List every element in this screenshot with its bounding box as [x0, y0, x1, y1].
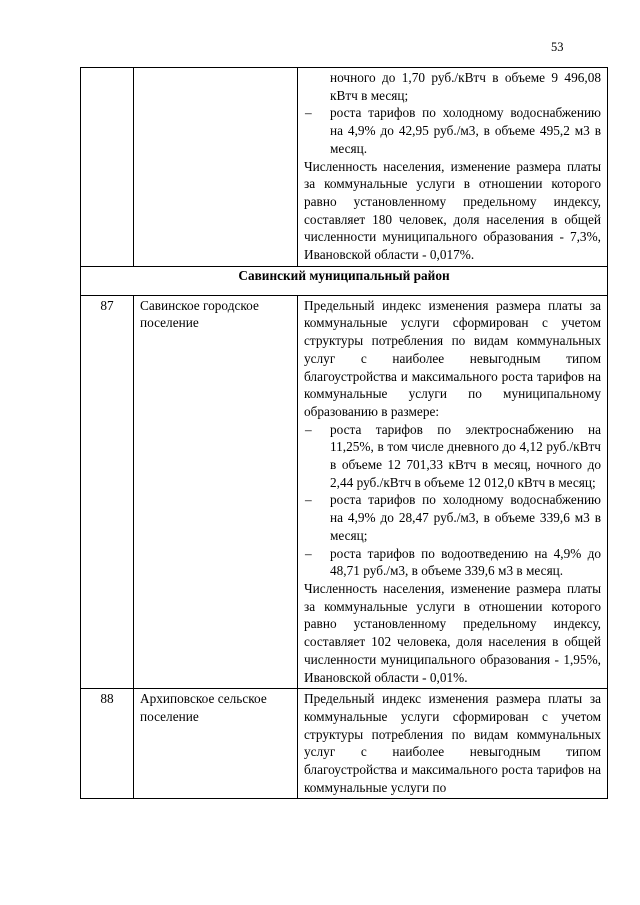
row-number: 88 [81, 689, 134, 799]
row-number: 87 [81, 295, 134, 688]
index-intro-text: Предельный индекс изменения размера платы за коммунальные услуги сформирован с учетом структуры потребления по видам коммунальных услуг с наиболее невыгодным типом благоустройства и максимального роста тарифов на коммунальные услуги по [304, 691, 601, 795]
population-text: Численность населения, изменение размера платы за коммунальные услуги в отношении которого равно установленному предельному индексу, составляет 102 человека, доля населения в общей численности муниципального образования - 1,95%, Ивановской области - 0,01%. [304, 580, 601, 685]
bullet-dash: – [305, 105, 312, 121]
content-cell [298, 295, 608, 688]
population-text: Численность населения, изменение размера платы за коммунальные услуги в отношении которого равно установленному предельному индексу, составляет 180 человек, доля населения в общей численности муниципального образования - 7,3%, Ивановской области - 0,017%. [304, 158, 601, 263]
bullet-dash: – [305, 421, 312, 437]
section-title: Савинский муниципальный район [81, 266, 608, 295]
continued-item-text: ночного до 1,70 руб./кВтч в объеме 9 496,08 кВтч в месяц; [330, 70, 601, 103]
bullet-item [304, 421, 601, 492]
bullet-text: роста тарифов по электроснабжению на 11,25%, в том числе дневного до 4,12 руб./кВтч в объеме 12 701,33 кВтч в месяц, ночного до 2,44 руб./кВтч в объеме 12 012,0 кВтч в месяц; [330, 421, 601, 490]
bullet-text: роста тарифов по водоотведению на 4,9% до 48,71 руб./м3, в объеме 339,6 м3 в месяц. [330, 545, 601, 579]
bullet-item [304, 545, 601, 580]
number-cell [81, 68, 134, 267]
content-cell [298, 689, 608, 799]
table-row [81, 295, 608, 688]
index-intro-text: Предельный индекс изменения размера платы за коммунальные услуги сформирован с учетом структуры потребления по видам коммунальных услуг с наиболее невыгодным типом благоустройства и максимального роста тарифов на коммунальные услуги по муниципальному образованию в размере: [304, 297, 601, 419]
section-header-row [81, 266, 608, 295]
page-number: 53 [551, 40, 564, 54]
bullet-item [304, 491, 601, 544]
bullet-text: роста тарифов по холодному водоснабжению на 4,9% до 42,95 руб./м3, в объеме 495,2 м3 в месяц. [330, 105, 601, 156]
tariff-table [80, 67, 608, 799]
bullet-text: роста тарифов по холодному водоснабжению на 4,9% до 28,47 руб./м3, в объеме 339,6 м3 в месяц; [330, 492, 601, 543]
name-cell [134, 68, 298, 267]
table-row-continued [81, 68, 608, 267]
bullet-dash: – [305, 545, 312, 561]
content-cell [298, 68, 608, 267]
settlement-name: Савинское городское поселение [134, 295, 298, 688]
table-row [81, 689, 608, 799]
bullet-dash: – [305, 492, 312, 508]
settlement-name: Архиповское сельское поселение [134, 689, 298, 799]
bullet-item [304, 104, 601, 157]
